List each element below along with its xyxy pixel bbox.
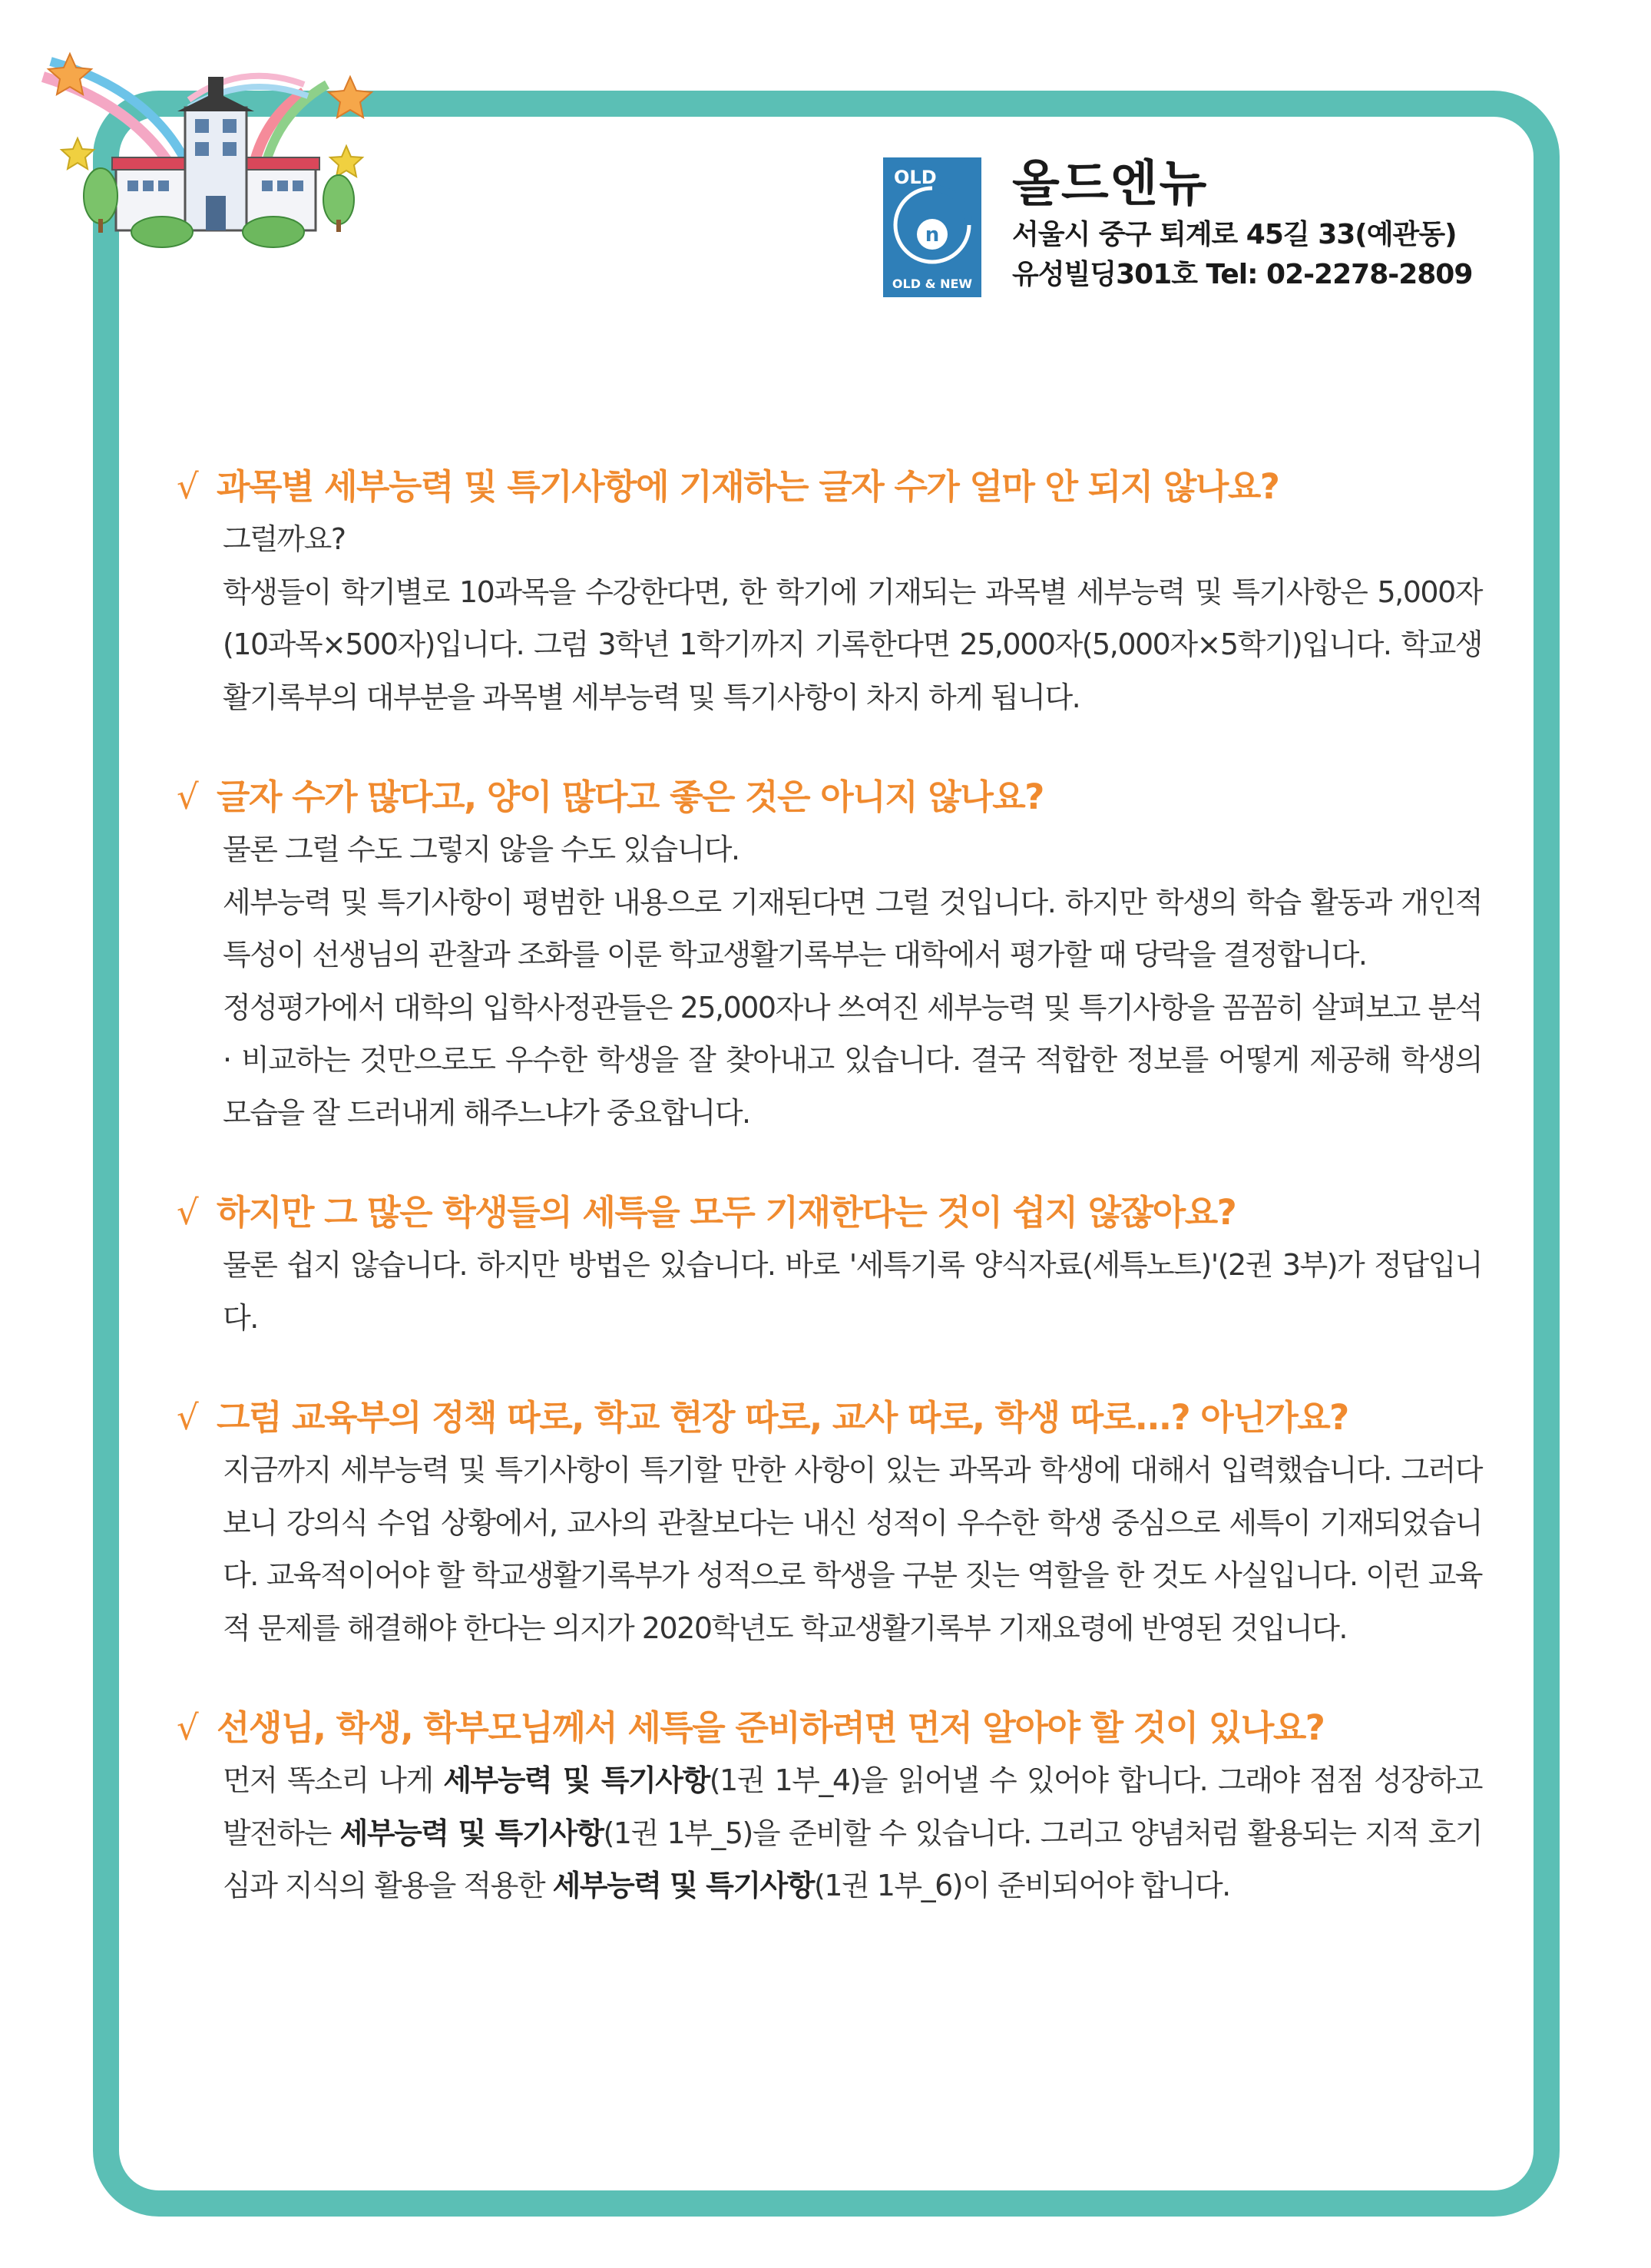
answer-body [177, 1444, 1482, 1654]
check-icon: √ [177, 1192, 198, 1233]
question-heading: √ 그럼 교육부의 정책 따로, 학교 현장 따로, 교사 따로, 학생 따로...? 아닌가요? [177, 1392, 1482, 1444]
text-run: 먼저 똑소리 나게 [223, 1763, 444, 1797]
answer-paragraph: 그럴까요? [223, 522, 346, 556]
star-icon [61, 138, 94, 169]
school-illustration [28, 31, 389, 253]
qa-section [177, 461, 1482, 723]
svg-text:n: n [925, 223, 940, 247]
bold-term: 세부능력 및 특기사항 [339, 1816, 604, 1850]
question-heading: √ 선생님, 학생, 학부모님께서 세특을 준비하려면 먼저 알아야 할 것이 있나요? [177, 1702, 1482, 1754]
company-address-line2: 유성빌딩301호 Tel: 02-2278-2809 [1012, 259, 1473, 290]
bold-term: 세부능력 및 특기사항 [443, 1763, 710, 1797]
company-logo [883, 157, 981, 297]
svg-text:OLD & NEW: OLD & NEW [892, 276, 973, 291]
text-run: (1권 1부_5)을 준비할 수 있습니다. 그리고 양념처럼 활용되는 지적 호기심과 지식의 활용을 적용한 [223, 1816, 1482, 1902]
text-run: (1권 1부_4)을 읽어낼 수 있어야 합니다. 그래야 점점 성장하고 발전하는 [223, 1763, 1482, 1850]
company-name: 올드엔뉴 [1012, 156, 1209, 213]
answer-paragraph: 세부능력 및 특기사항이 평범한 내용으로 기재된다면 그럴 것입니다. 하지만 학생의 학습 활동과 개인적 특성이 선생님의 관찰과 조화를 이룬 학교생활기록부는 대학에서 평가할 때 당락을 결정합니다. [223, 885, 1482, 972]
svg-text:OLD: OLD [894, 167, 937, 188]
answer-paragraph: 학생들이 학기별로 10과목을 수강한다면, 한 학기에 기재되는 과목별 세부능력 및 특기사항은 5,000자(10과목×500자)입니다. 그럼 3학년 1학기까지 기록한다면 25,000자(5,000자×5학기)입니다. 학교생활기록부의 대부분을 과목별 세부능력 및 특기사항이 차지 하게 됩니다. [223, 574, 1482, 714]
check-icon: √ [177, 1707, 198, 1748]
qa-section [177, 1392, 1482, 1654]
answer-paragraph: 물론 쉽지 않습니다. 하지만 방법은 있습니다. 바로 '세특기록 양식자료(세특노트)'(2권 3부)가 정답입니다. [223, 1248, 1482, 1335]
company-info [1012, 154, 1472, 295]
qa-section [177, 1187, 1482, 1344]
question-heading: √ 글자 수가 많다고, 양이 많다고 좋은 것은 아니지 않나요? [177, 771, 1482, 823]
answer-body [177, 823, 1482, 1139]
answer-paragraph [223, 1754, 1482, 1912]
qa-content [177, 461, 1482, 1960]
check-icon: √ [177, 1397, 198, 1438]
answer-paragraph: 지금까지 세부능력 및 특기사항이 특기할 만한 사항이 있는 과목과 학생에 대해서 입력했습니다. 그러다 보니 강의식 수업 상황에서, 교사의 관찰보다는 내신 성적이 우수한 학생 중심으로 세특이 기재되었습니다. 교육적이어야 할 학교생활기록부가 성적으로 학생을 구분 짓는 역할을 한 것도 사실입니다. 이런 교육적 문제를 해결해야 한다는 의지가 2020학년도 학교생활기록부 기재요령에 반영된 것입니다. [223, 1453, 1482, 1645]
answer-paragraph: 물론 그럴 수도 그렇지 않을 수도 있습니다. [223, 833, 739, 866]
answer-body [177, 1239, 1482, 1344]
text-run: (1권 1부_6)이 준비되어야 합니다. [813, 1869, 1230, 1902]
check-icon: √ [177, 776, 198, 817]
check-icon: √ [177, 466, 198, 507]
company-address-line1: 서울시 중구 퇴계로 45길 33(예관동) [1012, 219, 1457, 250]
star-icon [329, 77, 372, 118]
answer-body [177, 1754, 1482, 1912]
qa-section [177, 1702, 1482, 1912]
bold-term: 세부능력 및 특기사항 [552, 1869, 814, 1902]
answer-body [177, 513, 1482, 723]
star-icon [330, 146, 362, 177]
question-heading: √ 하지만 그 많은 학생들의 세특을 모두 기재한다는 것이 쉽지 않잖아요? [177, 1187, 1482, 1239]
qa-section [177, 771, 1482, 1139]
answer-paragraph: 정성평가에서 대학의 입학사정관들은 25,000자나 쓰여진 세부능력 및 특기사항을 꼼꼼히 살펴보고 분석 · 비교하는 것만으로도 우수한 학생을 잘 찾아내고 있습니다. 결국 적합한 정보를 어떻게 제공해 학생의 모습을 잘 드러내게 해주느냐가 중요합니다. [223, 990, 1482, 1130]
question-heading: √ 과목별 세부능력 및 특기사항에 기재하는 글자 수가 얼마 안 되지 않나요? [177, 461, 1482, 513]
